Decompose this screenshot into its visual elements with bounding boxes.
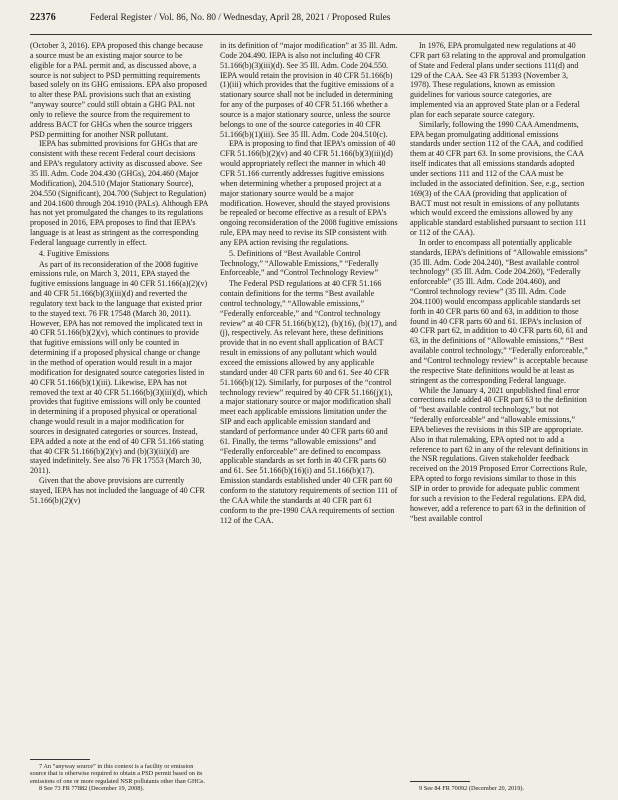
- paragraph: (October 3, 2016). EPA proposed this change because a source must be an existing major source to be eligible for a PAL permit and, as discussed above, a source is not subject to PSD permitting requirements based solely on its GHG emissions. EPA also proposed to alter these PAL provisions such that an existing “anyway source” could still obtain a GHG PAL not only to relieve the source from the requirement to address BACT for GHGs when the source triggers PSD permitting for another NSR pollutant.: [30, 41, 207, 139]
- paragraph: in its definition of “major modification” at 35 Ill. Adm. Code 204.490. IEPA is also not including 40 CFR 51.166(b)(3)(iii)(d). See 35 Ill. Adm. Code 204.550. IEPA would retain the provision in 40 CFR 51.166(b)(1)(iii) which provides that the fugitive emissions of a stationary source shall not be included in determining for any of the purposes of 40 CFR 51.166 whether a source is a major stationary source, unless the source belongs to one of the source categories in 40 CFR 51.166(b)(1)(iii). See 35 Ill. Adm. Code 204.510(c).: [220, 41, 398, 139]
- paragraph: As part of its reconsideration of the 2008 fugitive emissions rule, on March 3, 2011, EPA stayed the fugitive emissions language in 40 CFR 51.166(a)(2)(v) and 40 CFR 51.166(b)(3)(iii)(d) and reverted the regulatory text back to the language that existed prior to the stayed text. 76 FR 17548 (March 30, 2011). However, EPA has not removed the implicated text in 40 CFR 51.166(b)(2)(v), which continues to provide that fugitive emissions will only be counted in determining if a proposed physical change or change in the method of operation would result in a major modification for designated source categories listed in 40 CFR 51.166(b)(1)(iii). Likewise, EPA has not removed the text at 40 CFR 51.166(b)(3)(iii)(d), which provides that fugitive emissions will only be counted in determining if a proposed physical or operational change would result in a major modification for sources in designated categories or sources. Instead, EPA added a note at the end of 40 CFR 51.166 stating that 40 CFR 51.166(b)(2)(v) and (b)(3)(iii)(d) are stayed indefinitely. See also 76 FR 17553 (March 30, 2011).: [30, 259, 208, 476]
- column-2: [220, 41, 398, 793]
- page-header: [30, 12, 592, 35]
- paragraph: In 1976, EPA promulgated new regulations at 40 CFR part 63 relating to the approval and promulgation of State and Federal plans under sections 111(d) and 129 of the CAA. See 43 FR 51393 (November 3, 1978). These regulations, known as emission guidelines for various source categories, are implemented via an approved State plan or a Federal plan for each separate source category.: [410, 41, 586, 119]
- footnote: 7 An “anyway source” in this context is a facility or emission source that is otherwise required to obtain a PSD permit based on its emissions of one or more regulated NSR pollutants other than GHGs.: [30, 762, 206, 785]
- footnote: 9 See 84 FR 70092 (December 20, 2019).: [419, 785, 525, 793]
- page-number: 22376: [30, 12, 56, 23]
- footnotes: [410, 776, 588, 793]
- paragraph: Similarly, following the 1990 CAA Amendments, EPA began promulgating additional emissions standards under section 112 of the CAA, and codified them at 40 CFR part 63. In some provisions, the CAA itself indicates that all emissions standards adopted under sections 111 and 112 of the CAA must be included in the associated definition. See, e.g., section 169(3) of the CAA (providing that application of BACT must not result in emissions of any pollutants which would exceed the emissions allowed by any applicable standard established pursuant to section 111 or 112 of the CAA).: [410, 119, 587, 238]
- text-columns: [30, 41, 592, 793]
- paragraph: Given that the above provisions are currently stayed, IEPA has not included the language of 40 CFR 51.166(b)(2)(v): [30, 476, 205, 505]
- paragraph: While the January 4, 2021 unpublished final error corrections rule added 40 CFR part 63 to the definition of “best available control technology,” but not “federally enforceable” and “allowable emissions,” EPA believes the revisions in this SIP are appropriate. Also in that rulemaking, EPA opted not to add a reference to part 62 in any of the relevant definitions in the NSR regulations. Given stakeholder feedback received on the 2019 Proposed Error Corrections Rule, EPA opted to forgo revisions similar to those in this SIP in order to provide for adequate public comment for such a revision to the Federal regulations. EPA did, however, add a reference to part 63 in the definition of “best available control: [410, 385, 588, 523]
- paragraph: The Federal PSD regulations at 40 CFR 51.166 contain definitions for the terms “Best available control technology,” “Allowable emissions,” “Federally enforceable,” and “Control technology review” at 40 CFR 51.166(b)(12), (b)(16), (b)(17), and (j), respectively. As relevant here, these definitions provide that in no event shall application of BACT result in emissions of any pollutant which would exceed the emissions allowed by any applicable standard under 40 CFR parts 60 and 61. See 40 CFR 51.166(b)(12). Similarly, for purposes of the “control technology review” required by 40 CFR 51.166(j)(1), a major stationary source or major modification shall meet each applicable emissions limitation under the SIP and each applicable emission standard and standard of performance under 40 CFR parts 60 and 61. Finally, the terms “allowable emissions” and “Federally enforceable” are defined to encompass applicable standards as set forth in 40 CFR parts 60 and 61. See 51.166(b)(16)(i) and 51.166(b)(17). Emission standards established under 40 CFR part 60 conform to the statutory requirements of section 111 of the CAA while the standards at 40 CFR part 61 conform to the pre-1990 CAA requirements of section 112 of the CAA.: [220, 279, 398, 525]
- column-3: [410, 41, 588, 793]
- paragraph: IEPA has submitted provisions for GHGs that are consistent with these recent Federal court decisions and EPA’s regulatory activity as discussed above. See 35 Ill. Adm. Code 204.430 (GHGs), 204.460 (Major Modification), 204.510 (Major Stationary Source), 204.550 (Significant), 204.700 (Subject to Regulation) and 204.1600 through 204.1910 (PALs). Although EPA has not yet promulgated the changes to its regulations proposed in 2016, EPA proposes to find that IEPA’s language is at least as stringent as the corresponding Federal language currently in effect.: [30, 139, 208, 247]
- footnotes: [30, 754, 208, 793]
- paragraph: EPA is proposing to find that IEPA’s omission of 40 CFR 51.166(b)(2)(v) and 40 CFR 51.166(b)(3)(iii)(d) would appropriately reflect the manner in which 40 CFR 51.166 currently addresses fugitive emissions when determining whether a proposed project at a major stationary source would be a major modification. However, should the stayed provisions be repealed or become effective as a result of EPA’s ongoing reconsideration of the 2008 fugitive emissions rule, EPA may need to revise its SIP consistent with any EPA action revising the regulations.: [220, 139, 398, 247]
- footnote: 8 See 73 FR 77882 (December 19, 2008).: [39, 785, 145, 793]
- publication-info: Federal Register / Vol. 86, No. 80 / Wednesday, April 28, 2021 / Proposed Rules: [90, 13, 391, 23]
- paragraph: In order to encompass all potentially applicable standards, IEPA’s definitions of “Allowable emissions” (35 Ill. Adm. Code 204.240), “Best available control technology” (35 Ill. Adm. Code 204.260), “Federally enforceable” (35 Ill. Adm. Code 204.460), and “Control technology review” (35 Ill. Adm. Code 204.1100) would encompass applicable standards set forth in 40 CFR parts 60 and 63, in addition to those found in 40 CFR parts 60 and 61. IEPA’s inclusion of 40 CFR part 62, in addition to 40 CFR parts 60, 61 and 63, in the definitions of “Allowable emissions,” “Best available control technology,” “Federally enforceable,” and “Control technology review” is acceptable because the respective State definitions would be at least as stringent as the corresponding Federal language.: [410, 237, 588, 385]
- section-heading: 4. Fugitive Emissions: [39, 248, 109, 258]
- section-heading: 5. Definitions of “Best Available Control Technology,” “Allowable Emissions,” “Federally Enforceable,” and “Control Technology Review”: [220, 248, 379, 278]
- footnote-divider: [410, 781, 470, 782]
- footnote-divider: [30, 759, 90, 760]
- column-1: [30, 41, 208, 793]
